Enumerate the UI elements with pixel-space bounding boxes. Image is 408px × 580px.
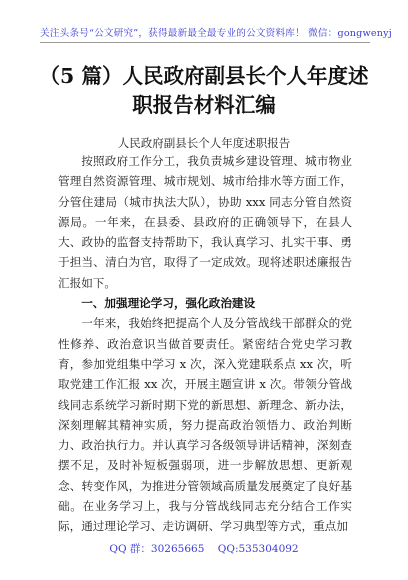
- section-heading: 一、加强理论学习，强化政治建设: [81, 296, 256, 311]
- document-body: [58, 151, 352, 537]
- intro-paragraph: 按照政府工作分工，我负责城乡建设管理、城市物业管理自然资源管理、城市规划、城市给排水等方面工作，分管住建局（城市执法大队），协助 xxx 同志分管自然资源局。一年来，在县委、县政府的正确领导下，在县人大、政协的监督支持帮助下，我认真学习、扎实干事、勇于担当、清白为官，取得了一定成效。现将述职述廉报告汇报如下。: [58, 154, 352, 290]
- document-title: （5 篇）人民政府副县长个人年度述职报告材料汇编: [39, 64, 369, 117]
- header-banner: 关注头条号“公文研究”，获得最新最全最专业的公文资料库！ 微信：gongwenyj: [40, 25, 370, 43]
- document-subtitle: 人民政府副县长个人年度述职报告: [117, 136, 291, 150]
- section-paragraph: 一年来，我始终把提高个人及分管战线干部群众的党性修养、政治意识当做首要责任。紧密结合党史学习教育，参加党组集中学习 x 次，深入党建联系点 xx 次，听取党建工作汇报 xx 次，开展主题宣讲 x 次。带领分管战线同志系统学习新时期下党的新思想、新理念、新办法，深刻理解其精神实质，努力提高政治领悟力、政治判断力、政治执行力。并认真学习各级领导讲话精神，深刻查摆不足，及时补短板强弱项，进一步解放思想、更新观念、转变作风，为推进分管领域高质量发展奠定了良好基础。在业务学习上，我与分管战线同志充分结合工作实际，通过理论学习、走访调研、学习典型等方式，重点加: [58, 316, 352, 534]
- footer-contact: [0, 541, 408, 556]
- footer-qq: QQ:535304092: [217, 543, 299, 555]
- footer-qq-group: QQ 群：30265665: [109, 543, 205, 555]
